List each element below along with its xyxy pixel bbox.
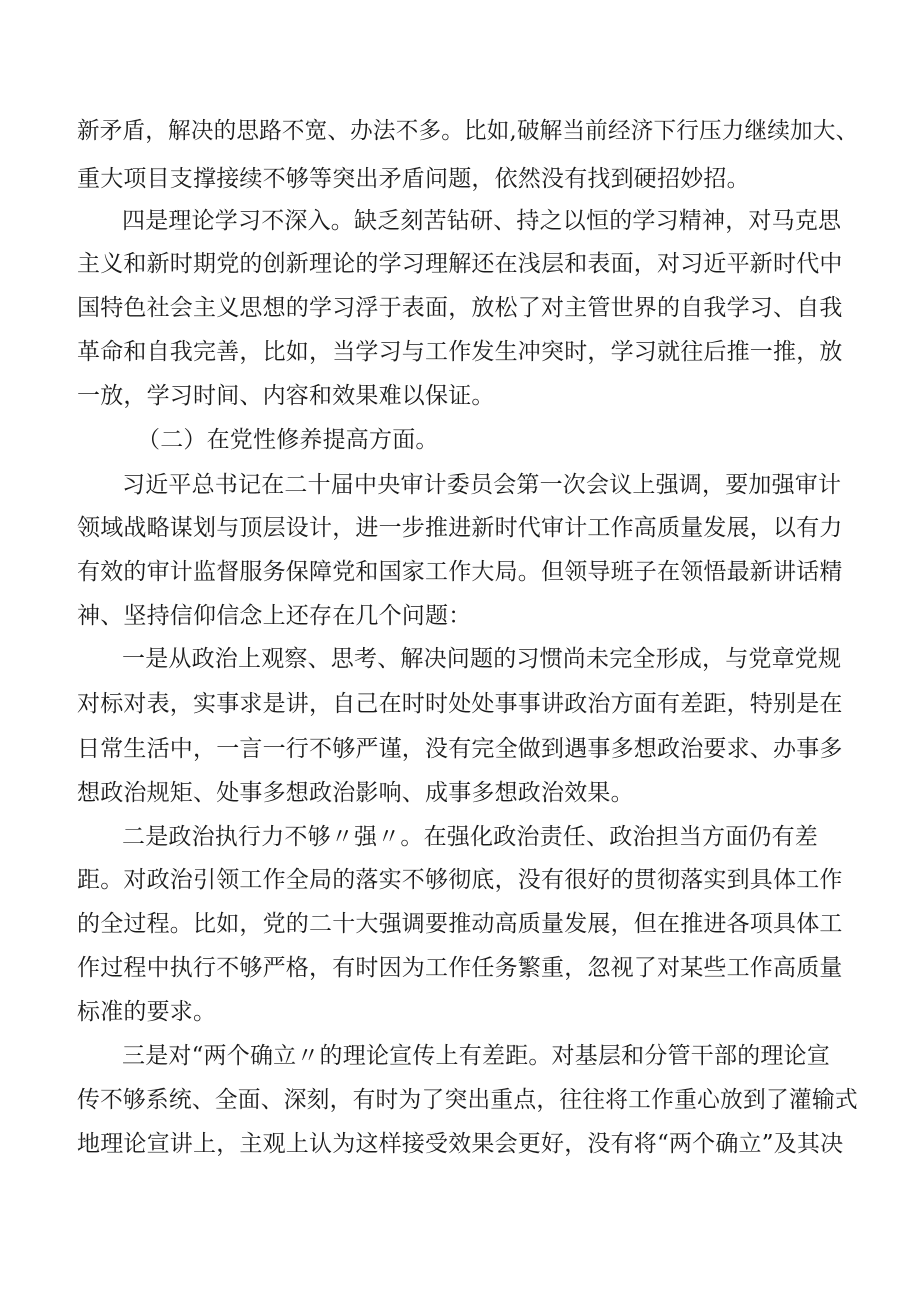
text-line: 地理论宣讲上，主观上认为这样接受效果会更好，没有将“两个确立”及其决 [77,1131,844,1157]
text-line: 有效的审计监督服务保障党和国家工作大局。但领导班子在领悟最新讲话精 [77,559,843,585]
text-line: 重大项目支撑接续不够等突出矛盾问题，依然没有找到硬招妙招。 [77,166,750,192]
text-line: 二是政治执行力不够〃强〃。在强化政治责任、政治担当方面仍有差 [122,824,818,850]
text-line: 日常生活中，一言一行不够严谨，没有完全做到遇事多想政治要求、办事多 [77,736,843,762]
text-line: 传不够系统、全面、深刻，有时为了突出重点，往往将工作重心放到了灌输式 [77,1087,858,1113]
text-line: 一放，学习时间、内容和效果难以保证。 [77,383,495,409]
text-line: 一是从政治上观察、思考、解决问题的习惯尚未完全形成，与党章党规 [122,646,842,672]
text-line: 新矛盾，解决的思路不宽、办法不多。比如,破解当前经济下行压力继续加大、 [77,118,859,144]
text-line: 习近平总书记在二十届中央审计委员会第一次会议上强调，要加强审计 [122,472,842,498]
text-line: 领域战略谋划与顶层设计，进一步推进新时代审计工作高质量发展，以有力 [77,515,843,541]
text-line: 国特色社会主义思想的学习浮于表面，放松了对主管世界的自我学习、自我 [77,295,843,321]
text-line: 距。对政治引领工作全局的落实不够彻底，没有很好的贯彻落实到具体工作 [77,867,843,893]
text-line: 三是对“两个确立〃的理论宣传上有差距。对基层和分管干部的理论宣 [122,1043,830,1069]
text-line: 想政治规矩、处事多想政治影响、成事多想政治效果。 [77,780,634,806]
text-line: 的全过程。比如，党的二十大强调要推动高质量发展，但在推进各项具体工 [77,911,843,937]
text-line: 神、坚持信仰信念上还存在几个问题： [77,603,472,629]
text-line: 对标对表，实事求是讲，自己在时时处处事事讲政治方面有差距，特别是在 [77,691,843,717]
text-line: 作过程中执行不够严格，有时因为工作任务繁重，忽视了对某些工作高质量 [77,955,843,981]
text-line: 主义和新时期党的创新理论的学习理解还在浅层和表面，对习近平新时代中 [77,251,843,277]
section-heading: （二）在党性修养提高方面。 [137,427,439,453]
text-line: 革命和自我完善，比如，当学习与工作发生冲突时，学习就往后推一推，放 [77,339,843,365]
text-line: 标准的要求。 [77,999,217,1025]
text-line: 四是理论学习不深入。缺乏刻苦钻研、持之以恒的学习精神，对马克思 [122,208,842,234]
